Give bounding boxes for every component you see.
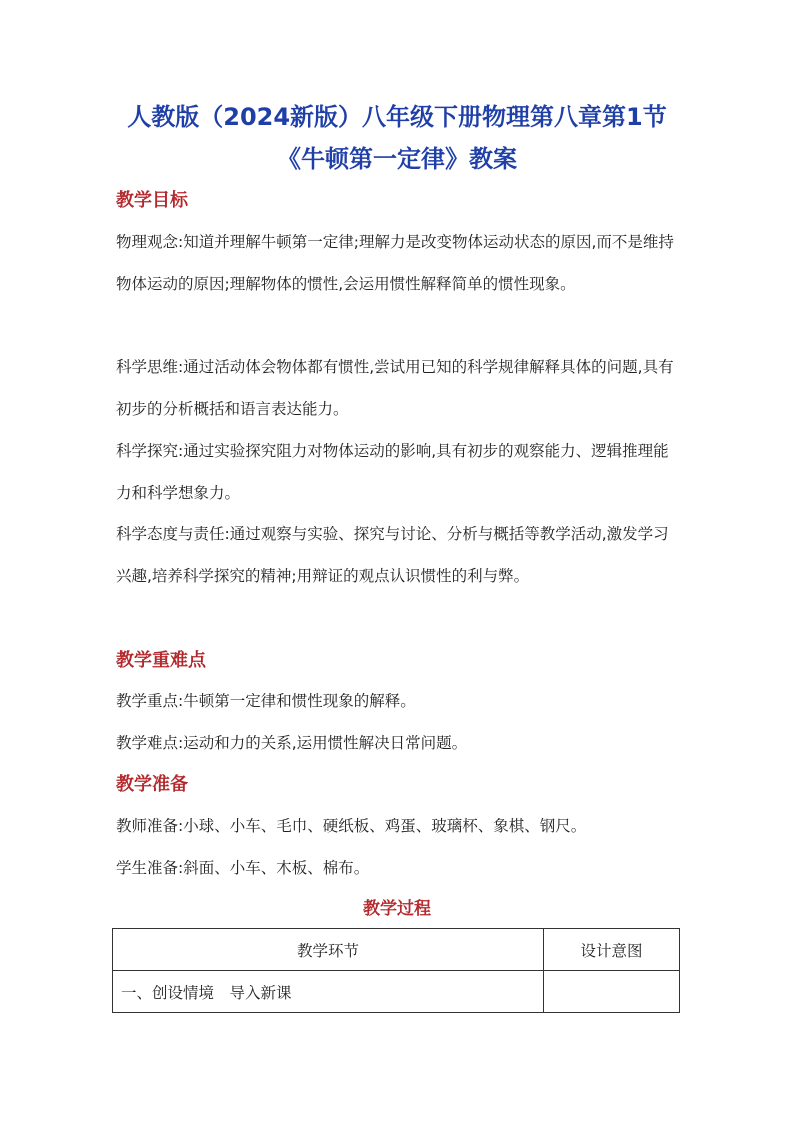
process-table — [112, 928, 680, 1013]
table-row — [113, 971, 680, 1013]
table-header-row — [113, 929, 680, 971]
section-heading-goals: 教学目标 — [116, 190, 188, 211]
document-title-line1: 人教版（2024新版）八年级下册物理第八章第1节 — [127, 103, 667, 131]
table-cell-intent — [544, 971, 680, 1013]
key-point-paragraph: 教学重点:牛顿第一定律和惯性现象的解释。 — [116, 692, 416, 710]
section-heading-preparation: 教学准备 — [116, 774, 188, 795]
goal-paragraph-scientific-thinking: 科学思维:通过活动体会物体都有惯性,尝试用已知的科学规律解释具体的问题,具有初步的分析概括和语言表达能力。 — [116, 358, 674, 418]
teacher-preparation-paragraph: 教师准备:小球、小车、毛巾、硬纸板、鸡蛋、玻璃杯、象棋、钢尺。 — [116, 817, 587, 835]
column-header-teaching-step: 教学环节 — [113, 929, 544, 971]
difficult-point-paragraph: 教学难点:运动和力的关系,运用惯性解决日常问题。 — [116, 734, 468, 752]
section-heading-process: 教学过程 — [363, 899, 431, 919]
goal-paragraph-physics-concept: 物理观念:知道并理解牛顿第一定律;理解力是改变物体运动状态的原因,而不是维持物体运动的原因;理解物体的惯性,会运用惯性解释简单的惯性现象。 — [116, 233, 674, 293]
student-preparation-paragraph: 学生准备:斜面、小车、木板、棉布。 — [116, 859, 370, 877]
goal-paragraph-attitude-responsibility: 科学态度与责任:通过观察与实验、探究与讨论、分析与概括等教学活动,激发学习兴趣,培养科学探究的精神;用辩证的观点认识惯性的利与弊。 — [116, 525, 669, 585]
document-title-line2: 《牛顿第一定律》教案 — [277, 145, 517, 173]
table-cell-step: 一、创设情境 导入新课 — [113, 971, 544, 1013]
column-header-design-intent: 设计意图 — [544, 929, 680, 971]
section-heading-key-points: 教学重难点 — [116, 650, 206, 671]
goal-paragraph-scientific-inquiry: 科学探究:通过实验探究阻力对物体运动的影响,具有初步的观察能力、逻辑推理能力和科学想象力。 — [116, 442, 669, 502]
